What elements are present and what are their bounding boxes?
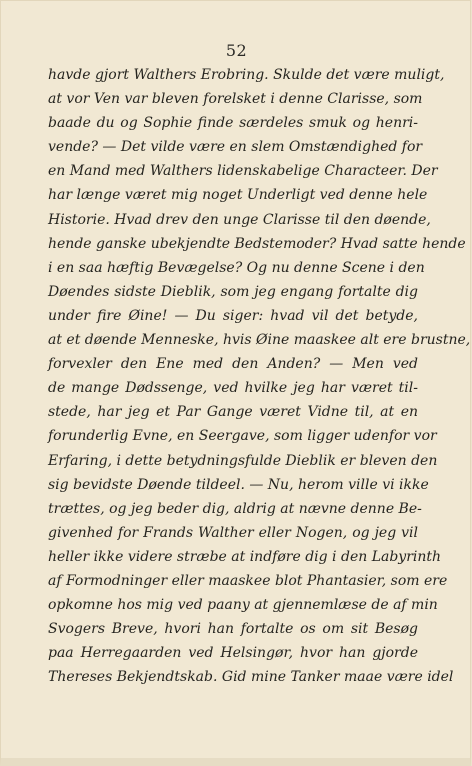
text-line: hende ganske ubekjendte Bedstemoder? Hvad satte hende (48, 235, 466, 252)
text-line: Svogers Breve, hvori han fortalte os om sit Besøg (48, 621, 418, 638)
text-line: at et døende Menneske, hvis Øine maaskee alt ere brustne, (48, 332, 471, 349)
text-line: vende? — Det vilde være en slem Omstændighed for (48, 139, 423, 156)
text-line: af Formodninger eller maaskee blot Phantasier, som ere (48, 572, 448, 589)
text-line: forunderlig Evne, en Seergave, som ligger udenfor vor (48, 428, 437, 445)
text-line: havde gjort Walthers Erobring. Skulde det være muligt, (48, 67, 445, 83)
text-line: forvexler den Ene med den Anden? — Men ved (48, 356, 418, 373)
text-line: har længe været mig noget Underligt ved denne hele (48, 187, 428, 204)
text-line: Historie. Hvad drev den unge Clarisse til den døende, (48, 211, 431, 228)
text-line: de mange Dødssenge, ved hvilke jeg har været til- (48, 380, 418, 397)
page-number: 52 (225, 41, 248, 60)
text-line: i en saa hæftig Bevægelse? Og nu denne Scene i den (48, 259, 425, 276)
text-line: stede, har jeg et Par Gange været Vidne til, at en (48, 404, 418, 421)
text-line: paa Herregaarden ved Helsingør, hvor han gjorde (48, 645, 418, 662)
text-line: Erfaring, i dette betydningsfulde Dieblik er bleven den (48, 452, 438, 469)
text-line: under fire Øine! — Du siger: hvad vil det betyde, (48, 307, 418, 324)
text-line: Thereses Bekjendtskab. Gid mine Tanker maae være idel (48, 669, 454, 686)
text-line: baade du og Sophie finde særdeles smuk og henri- (48, 115, 418, 132)
body-text (48, 63, 471, 689)
text-line: at vor Ven var bleven forelsket i denne Clarisse, som (48, 91, 423, 108)
text-line: givenhed for Frands Walther eller Nogen, og jeg vil (48, 524, 418, 541)
text-line: opkomne hos mig ved paany at gjennemlæse de af min (48, 597, 438, 614)
text-line: en Mand med Walthers lidenskabelige Characteer. Der (48, 163, 438, 180)
text-line: sig bevidste Døende tildeel. — Nu, herom ville vi ikke (48, 476, 429, 493)
text-line: heller ikke videre stræbe at indføre dig i den Labyrinth (48, 548, 442, 565)
text-line: Døendes sidste Dieblik, som jeg engang fortalte dig (48, 283, 418, 300)
text-line: trættes, og jeg beder dig, aldrig at nævne denne Be- (48, 500, 422, 517)
